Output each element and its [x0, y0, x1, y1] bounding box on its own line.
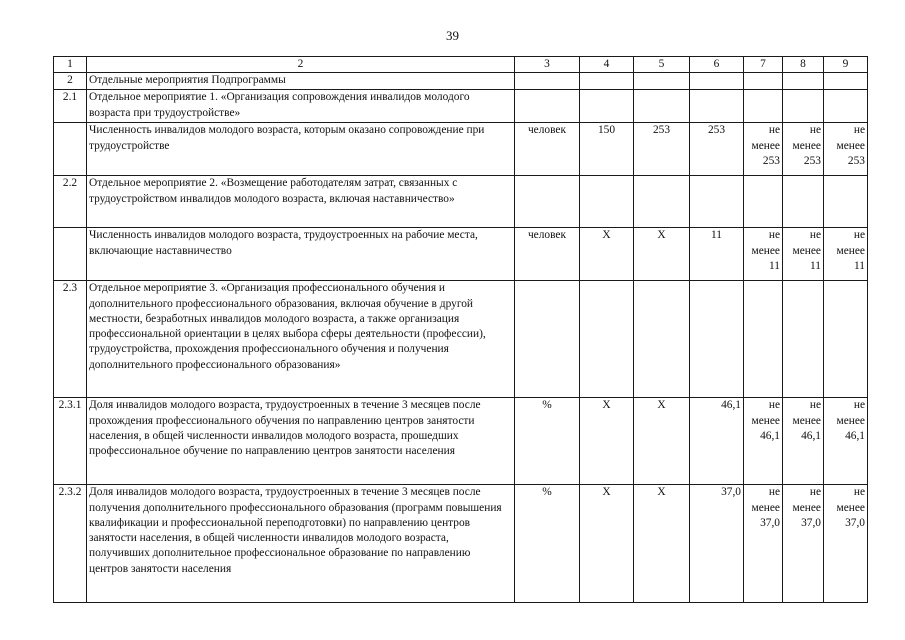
table-row [54, 176, 868, 228]
page-number: 39 [446, 28, 459, 43]
value-cell-8: не менее 253 [783, 123, 824, 176]
row-text: Отдельное мероприятие 1. «Организация сопровождения инвалидов молодого возраста при трудоустройстве» [87, 90, 515, 123]
value-cell-6 [690, 73, 744, 90]
value-cell-6 [690, 90, 744, 123]
row-text: Доля инвалидов молодого возраста, трудоустроенных в течение 3 месяцев после прохождения профессионального обучения по направлению центров занятости населения, в общей численности инвалидов молодого возраста, прошедших профессиональное обучение по направлению центров занятости населения [87, 398, 515, 485]
row-number: 2.3.2 [54, 485, 87, 603]
value-cell-4: Х [580, 228, 634, 281]
value-cell-7 [744, 281, 783, 398]
value-cell-9: не менее 11 [824, 228, 868, 281]
unit-cell [515, 176, 580, 228]
value-cell-8: не менее 37,0 [783, 485, 824, 603]
row-text: Отдельные мероприятия Подпрограммы [87, 73, 515, 90]
value-cell-4 [580, 281, 634, 398]
table-row [54, 228, 868, 281]
row-text: Численность инвалидов молодого возраста, которым оказано сопровождение при трудоустройстве [87, 123, 515, 176]
value-cell-5 [634, 281, 690, 398]
row-number: 2 [54, 73, 87, 90]
column-number: 7 [744, 57, 783, 73]
row-number: 2.3.1 [54, 398, 87, 485]
value-cell-5 [634, 73, 690, 90]
value-cell-7 [744, 73, 783, 90]
value-cell-5: 253 [634, 123, 690, 176]
value-cell-7 [744, 176, 783, 228]
value-cell-6: 46,1 [690, 398, 744, 485]
row-number [54, 228, 87, 281]
value-cell-5: Х [634, 485, 690, 603]
row-number: 2.3 [54, 281, 87, 398]
value-cell-4: 150 [580, 123, 634, 176]
value-cell-4 [580, 176, 634, 228]
unit-cell [515, 73, 580, 90]
value-cell-9 [824, 176, 868, 228]
value-cell-6 [690, 281, 744, 398]
table-row [54, 123, 868, 176]
column-number: 6 [690, 57, 744, 73]
value-cell-7: не менее 37,0 [744, 485, 783, 603]
unit-cell [515, 90, 580, 123]
unit-cell [515, 281, 580, 398]
value-cell-6: 253 [690, 123, 744, 176]
indicators-table [53, 56, 868, 603]
column-number-row [54, 57, 868, 73]
column-number: 4 [580, 57, 634, 73]
value-cell-9: не менее 37,0 [824, 485, 868, 603]
value-cell-7: не менее 253 [744, 123, 783, 176]
unit-cell: % [515, 485, 580, 603]
value-cell-6 [690, 176, 744, 228]
value-cell-4 [580, 90, 634, 123]
value-cell-6: 11 [690, 228, 744, 281]
row-text: Отдельное мероприятие 3. «Организация профессионального обучения и дополнительного профессионального образования, включая обучение в другой местности, безработных инвалидов молодого возраста, а также организация профессиональной ориентации в целях выбора сферы деятельности (профессии), трудоустройства, прохождения профессионального обучения и получения дополнительного профессионального образования» [87, 281, 515, 398]
row-text: Доля инвалидов молодого возраста, трудоустроенных в течение 3 месяцев после получения дополнительного профессионального образования (программ повышения квалификации и профессиональной переподготовки) по направлению центров занятости населения, в общей численности инвалидов молодого возраста, получивших дополнительное профессиональное образование по направлению центров занятости населения [87, 485, 515, 603]
table-row [54, 281, 868, 398]
value-cell-4 [580, 73, 634, 90]
row-number: 2.2 [54, 176, 87, 228]
column-number: 8 [783, 57, 824, 73]
value-cell-8: не менее 46,1 [783, 398, 824, 485]
value-cell-7: не менее 11 [744, 228, 783, 281]
value-cell-6: 37,0 [690, 485, 744, 603]
column-number: 3 [515, 57, 580, 73]
row-number: 2.1 [54, 90, 87, 123]
row-text: Численность инвалидов молодого возраста, трудоустроенных на рабочие места, включающие наставничество [87, 228, 515, 281]
value-cell-4: Х [580, 485, 634, 603]
column-number: 2 [87, 57, 515, 73]
value-cell-4: Х [580, 398, 634, 485]
unit-cell: человек [515, 228, 580, 281]
value-cell-5: Х [634, 398, 690, 485]
value-cell-8 [783, 73, 824, 90]
value-cell-8 [783, 176, 824, 228]
row-text: Отдельное мероприятие 2. «Возмещение работодателям затрат, связанных с трудоустройством инвалидов молодого возраста, включая наставничество» [87, 176, 515, 228]
value-cell-7 [744, 90, 783, 123]
value-cell-9 [824, 90, 868, 123]
value-cell-5 [634, 176, 690, 228]
table-row [54, 73, 868, 90]
value-cell-9 [824, 281, 868, 398]
value-cell-9: не менее 46,1 [824, 398, 868, 485]
unit-cell: человек [515, 123, 580, 176]
value-cell-8: не менее 11 [783, 228, 824, 281]
column-number: 9 [824, 57, 868, 73]
table-row [54, 398, 868, 485]
value-cell-5: Х [634, 228, 690, 281]
row-number [54, 123, 87, 176]
unit-cell: % [515, 398, 580, 485]
value-cell-8 [783, 90, 824, 123]
column-number: 1 [54, 57, 87, 73]
table-row [54, 90, 868, 123]
value-cell-9 [824, 73, 868, 90]
column-number: 5 [634, 57, 690, 73]
value-cell-8 [783, 281, 824, 398]
table-row [54, 485, 868, 603]
value-cell-7: не менее 46,1 [744, 398, 783, 485]
value-cell-9: не менее 253 [824, 123, 868, 176]
value-cell-5 [634, 90, 690, 123]
